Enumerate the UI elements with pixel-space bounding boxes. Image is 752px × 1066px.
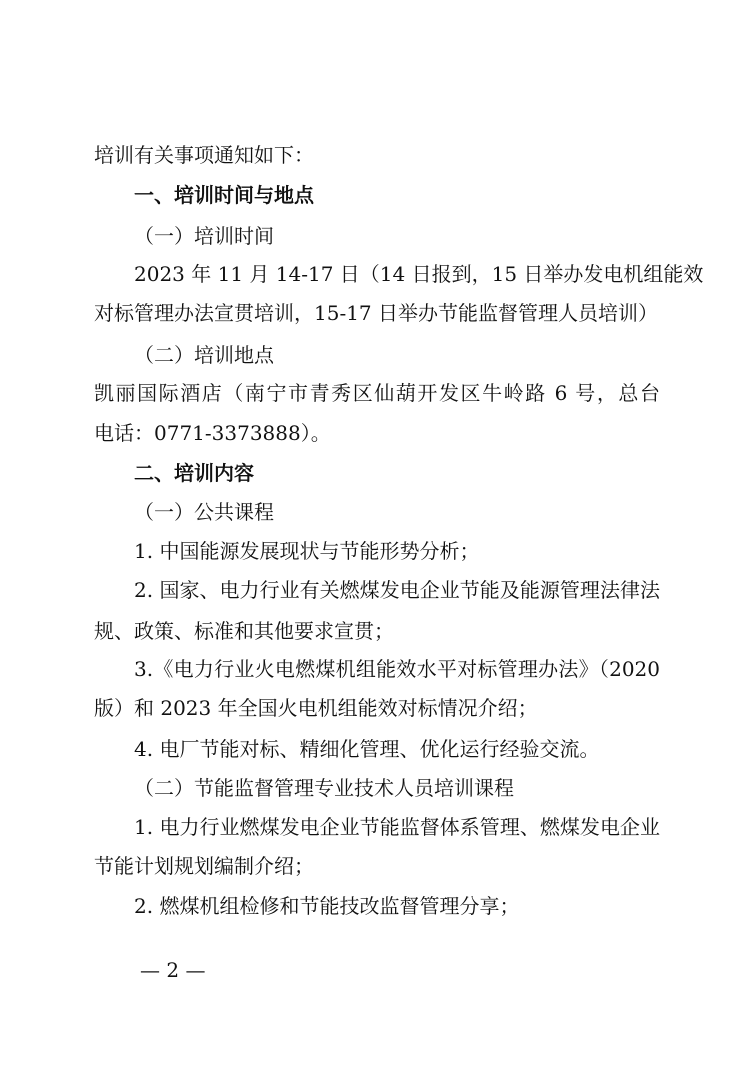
paragraph-location-line-2: 电话：0771-3373888）。: [94, 421, 331, 445]
course-item-2: 2. 燃煤机组检修和节能技改监督管理分享；: [134, 894, 520, 918]
intro-line: 培训有关事项通知如下：: [94, 143, 314, 167]
list-item-3-line-2: 版）和 2023 年全国火电机组能效对标情况介绍；: [94, 696, 538, 720]
list-item-4: 4. 电厂节能对标、精细化管理、优化运行经验交流。: [134, 737, 600, 761]
list-item-2-line-1: 2. 国家、电力行业有关燃煤发电企业节能及能源管理法律法: [134, 578, 660, 602]
subheading-training-location: （二）培训地点: [134, 343, 274, 367]
course-item-1-line-1: 1. 电力行业燃煤发电企业节能监督体系管理、燃煤发电企业: [134, 815, 660, 839]
paragraph-time-line-2: 对标管理办法宣贯培训，15-17 日举办节能监督管理人员培训）: [94, 301, 659, 325]
list-item-1: 1. 中国能源发展现状与节能形势分析；: [134, 539, 480, 563]
list-item-3-line-1: 3.《电力行业火电燃煤机组能效水平对标管理办法》（2020: [134, 657, 660, 681]
section-heading-time-location: 一、培训时间与地点: [134, 183, 314, 207]
list-item-2-line-2: 规、政策、标准和其他要求宣贯；: [94, 619, 394, 643]
subheading-training-time: （一）培训时间: [134, 224, 274, 248]
subheading-public-courses: （一）公共课程: [134, 500, 274, 524]
section-heading-content: 二、培训内容: [134, 461, 254, 485]
paragraph-location-line-1: 凯丽国际酒店（南宁市青秀区仙葫开发区牛岭路 6 号，总台: [94, 381, 660, 405]
paragraph-time-line-1: 2023 年 11 月 14-17 日（14 日报到，15 日举办发电机组能效: [134, 262, 704, 286]
course-item-1-line-2: 节能计划规划编制介绍；: [94, 854, 314, 878]
page-number: — 2 —: [140, 958, 206, 982]
subheading-supervision-courses: （二）节能监督管理专业技术人员培训课程: [134, 776, 514, 800]
